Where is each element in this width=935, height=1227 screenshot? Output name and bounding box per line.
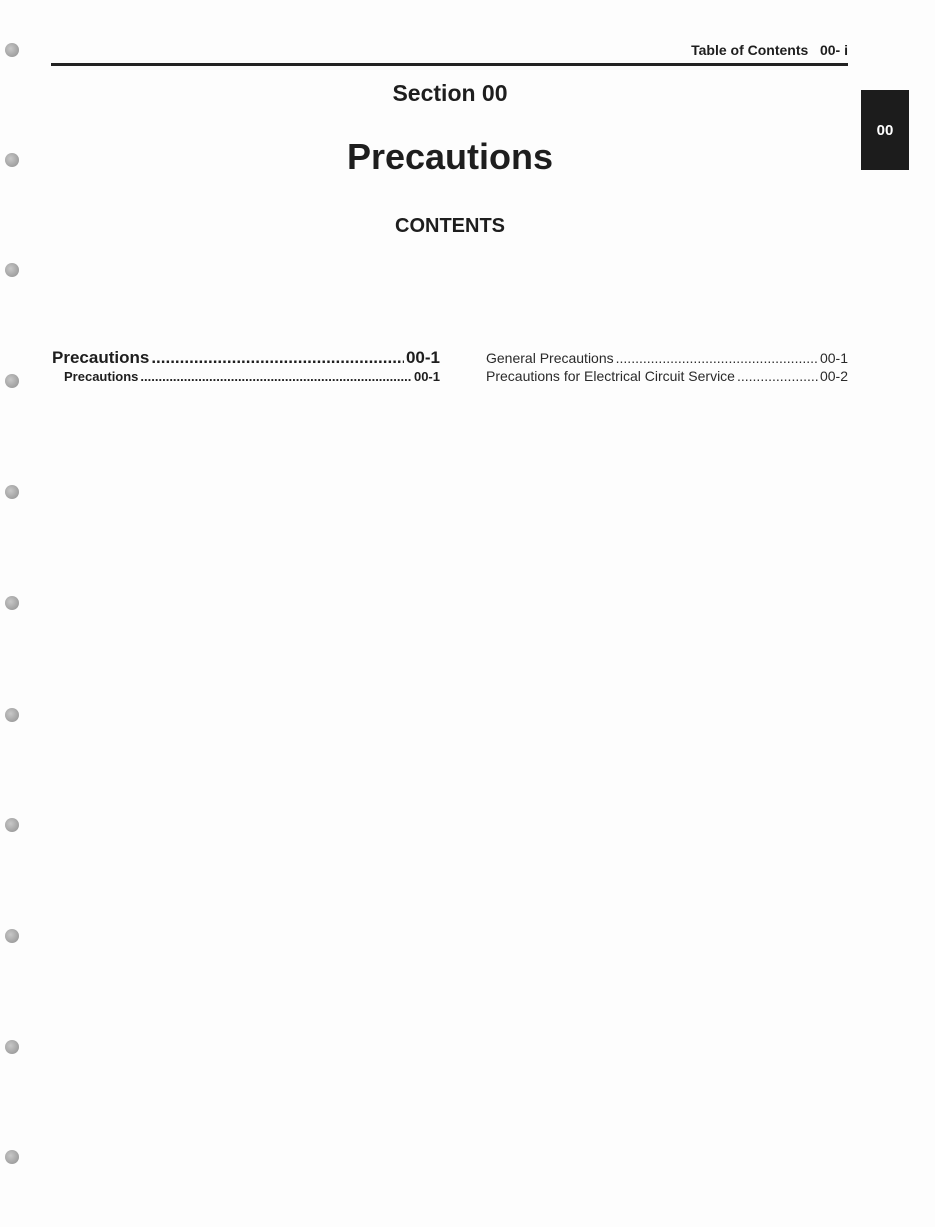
toc-right-column [486, 349, 848, 385]
binder-hole-icon [5, 708, 19, 722]
binder-hole-icon [5, 485, 19, 499]
dot-leader [140, 369, 412, 384]
dot-leader [616, 349, 818, 367]
binder-hole-icon [5, 818, 19, 832]
toc-entry-page: 00-1 [405, 348, 440, 367]
page-title: Precautions [346, 136, 554, 177]
toc-entry-label: Precautions [64, 369, 139, 384]
binder-hole-icon [5, 596, 19, 610]
toc-entry-page: 00-1 [413, 369, 440, 384]
toc-entry-label: General Precautions [486, 350, 614, 366]
toc-entry-label: Precautions for Electrical Circuit Service [486, 368, 735, 384]
running-title: Table of Contents [691, 42, 809, 58]
contents-heading: CONTENTS [395, 215, 505, 237]
binder-hole-icon [5, 929, 19, 943]
dot-leader [737, 367, 818, 385]
section-tab-label: 00 [876, 121, 894, 139]
binder-hole-icon [5, 263, 19, 277]
dot-leader [151, 348, 404, 368]
binder-hole-icon [5, 1150, 19, 1164]
toc-entry[interactable] [486, 349, 848, 367]
toc-entry[interactable] [52, 369, 440, 384]
header-rule [51, 63, 848, 66]
toc-entry[interactable] [52, 348, 440, 368]
toc-entry-label: Precautions [52, 348, 150, 367]
running-header [691, 42, 848, 58]
toc-entry-page: 00-1 [819, 350, 848, 366]
section-label: Section 00 [392, 80, 508, 106]
binder-hole-icon [5, 43, 19, 57]
binder-hole-icon [5, 374, 19, 388]
page-number: 00- i [819, 42, 848, 58]
toc-entry-page: 00-2 [819, 368, 848, 384]
toc-left-column [52, 348, 440, 384]
toc-entry[interactable] [486, 367, 848, 385]
binder-hole-icon [5, 1040, 19, 1054]
